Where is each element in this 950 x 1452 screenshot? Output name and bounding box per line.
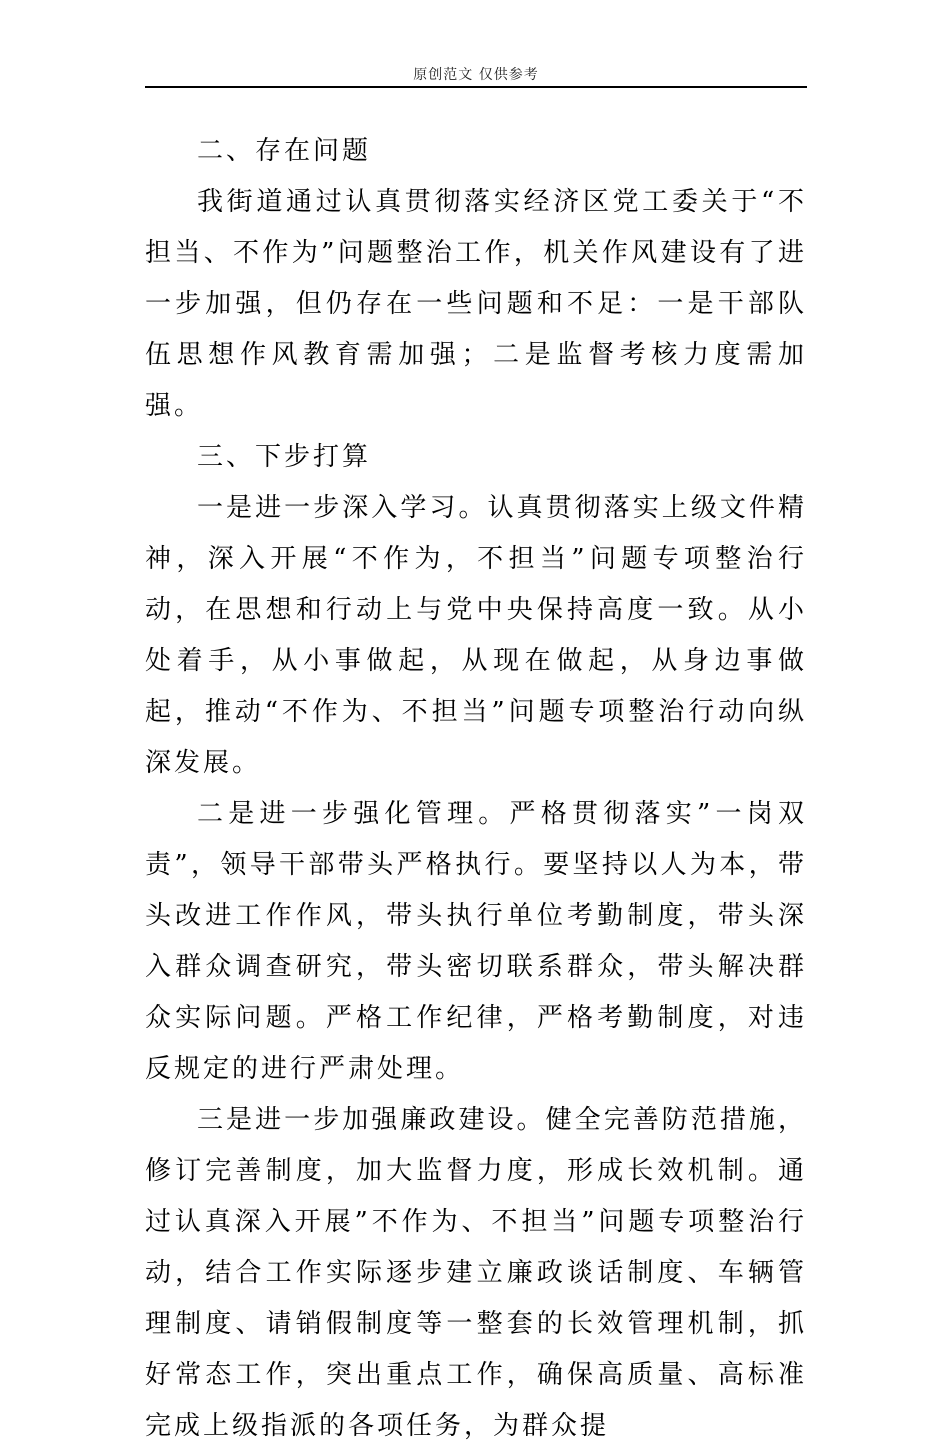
paragraph-management: 二是进一步强化管理。严格贯彻落实”一岗双责”，领导干部带头严格执行。要坚持以人为本，带头改进工作作风，带头执行单位考勤制度，带头深入群众调查研究，带头密切联系群众，带头解决群众实际问题。严格工作纪律，严格考勤制度，对违反规定的进行严肃处理。 [145, 799, 807, 1084]
paragraph-integrity: 三是进一步加强廉政建设。健全完善防范措施，修订完善制度，加大监督力度，形成长效机制。通过认真深入开展”不作为、不担当”问题专项整治行动，结合工作实际逐步建立廉政谈话制度、车辆管理制度、请销假制度等一整套的长效管理机制，抓好常态工作，突出重点工作，确保高质量、高标准完成上级指派的各项任务，为群众提 [145, 1105, 807, 1441]
paragraph-problems: 我街道通过认真贯彻落实经济区党工委关于“不担当、不作为”问题整治工作，机关作风建设有了进一步加强，但仍存在一些问题和不足：一是干部队伍思想作风教育需加强；二是监督考核力度需加强。 [145, 187, 807, 421]
section-heading-next-steps: 三、下步打算 [197, 442, 372, 472]
paragraph-study: 一是进一步深入学习。认真贯彻落实上级文件精神，深入开展“不作为，不担当”问题专项整治行动，在思想和行动上与党中央保持高度一致。从小处着手，从小事做起，从现在做起，从身边事做起，推动“不作为、不担当”问题专项整治行动向纵深发展。 [145, 493, 807, 778]
page-header: 原创范文 仅供参考 [413, 67, 539, 83]
section-heading-problems: 二、存在问题 [197, 136, 372, 166]
header-divider [145, 86, 807, 88]
document-body [145, 126, 807, 1452]
